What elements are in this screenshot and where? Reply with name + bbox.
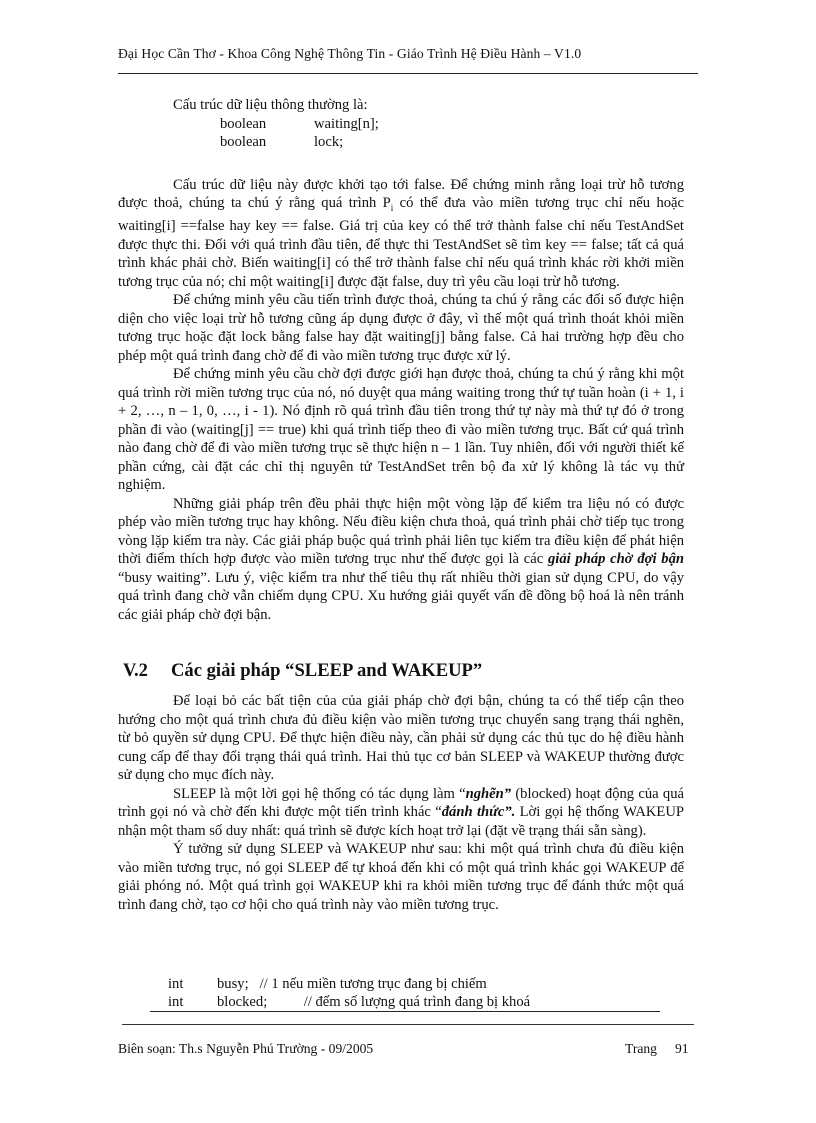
body-section-2 (118, 692, 684, 914)
declaration-blocked (168, 994, 530, 1011)
paragraph-sleep-wakeup-intro: Để loại bỏ các bất tiện của của giải pháp chờ đợi bận, chúng ta có thể tiếp cận theo hướng cho một quá trình chưa đủ điều kiện vào miền tương trục chuyển sang trạng thái nghẽn, từ bỏ quyền sử dụng CPU. Để thực hiện điều này, cần phải sử dụng các thủ tục do hệ điều hành cung cấp để thay đổi trạng thái quá trình. Hai thủ tục cơ bản SLEEP và WAKEUP thường được sử dụng cho mục đích này. (118, 693, 684, 783)
paragraph-sleep-definition: SLEEP là một lời gọi hệ thống có tác dụng làm “nghẽn” (blocked) hoạt động của quá trình gọi nó và chờ đến khi được một tiến trình khác “đánh thức”. Lời gọi hệ thống WAKEUP nhận một tham số duy nhất: quá trình sẽ được kích hoạt trở lại (đặt về trạng thái sẵn sàng). (118, 785, 684, 839)
intro-label: Cấu trúc dữ liệu thông thường là: (173, 97, 368, 113)
code-line-lock (118, 133, 684, 152)
decl-type: int (168, 976, 184, 992)
page-label: Trang (625, 1041, 657, 1056)
footer-page (625, 1041, 689, 1057)
code-line-waiting (118, 115, 684, 134)
section-heading (123, 660, 683, 682)
decl-rest: busy; // 1 nếu miền tương trục đang bị chiếm (217, 976, 487, 992)
section-number: V.2 (123, 660, 148, 681)
decl-rest: blocked; // đếm số lượng quá trình đang bị khoá (217, 994, 531, 1010)
paragraph-progress: Để chứng minh yêu cầu tiến trình được thoả, chúng ta chú ý rằng các đối số được hiện diện cho việc loại trừ hỗ tương cũng áp dụng được ở đây, vì thế một quá trình thoát khỏi miền tương trục hoặc đặt lock bằng false hay đặt waiting[j] bằng false. Cả hai trường hợp đều cho phép một quá trình đang chờ để đi vào miền tương trục được xử lý. (118, 292, 684, 364)
page-number: 91 (674, 1041, 689, 1056)
emphasis-busy-waiting: giải pháp chờ đợi bận (547, 551, 684, 568)
emphasis-blocked: nghẽn” (465, 785, 512, 802)
spacer (118, 152, 684, 176)
decl-type: int (168, 994, 184, 1010)
code-name: lock; (314, 134, 344, 150)
header-divider (118, 73, 698, 74)
emphasis-wake: đánh thức”. (441, 804, 516, 820)
code-type: boolean (220, 134, 267, 150)
paragraph-idea: Ý tưởng sử dụng SLEEP và WAKEUP như sau: khi một quá trình chưa đủ điều kiện vào miền tương trục, nó gọi SLEEP để tự khoá đến khi có một quá trình khác gọi WAKEUP để giải phóng nó. Một quá trình gọi WAKEUP khi ra khỏi miền tương trục để đánh thức một quá trình đang chờ, tạo cơ hội cho quá trình này vào miền tương trục. (118, 841, 684, 913)
declaration-busy (168, 976, 487, 993)
page-header: Đại Học Cần Thơ - Khoa Công Nghệ Thông Tin - Giáo Trình Hệ Điều Hành – V1.0 (118, 46, 582, 61)
code-name: waiting[n]; (314, 115, 379, 132)
footer-divider (122, 1024, 694, 1025)
footer-author: Biên soạn: Th.s Nguyễn Phú Trường - 09/2005 (118, 1041, 374, 1056)
paragraph-mutual-exclusion: Cấu trúc dữ liệu này được khởi tạo tới false. Để chứng minh rằng loại trừ hỗ tương được thoả, chúng ta chú ý rằng quá trình $P_i$ có thể đưa vào miền tương trục chỉ nếu hoặc waiting[i] ==false hay key == false. Giá trị của key có thể trở thành false chỉ nếu TestAndSet được thực thi. Đối với quá trình đầu tiên, để thực thi TestAndSet sẽ tìm key == false; tất cả quá trình khác phải chờ. Biến waiting[i] có thể trở thành false chỉ nếu quá trình khác rời khởi miền tương trục của nó; chỉ một waiting[i] được đặt false, duy trì yêu cầu loại trừ hỗ tương. (118, 176, 685, 290)
code-underline (150, 1011, 660, 1012)
body-section-1 (118, 96, 684, 624)
code-type: boolean (220, 115, 267, 132)
paragraph-busy-waiting: Những giải pháp trên đều phải thực hiện một vòng lặp để kiểm tra liệu nó có được phép vào miền tương trục hay không. Nếu điều kiện chưa thoả, quá trình phải chờ tiếp tục trong vòng lặp kiểm tra này. Các giải pháp buộc quá trình phải liên tục kiểm tra điều kiện để phát hiện thời điểm thích hợp được vào miền tương trục như thế được gọi là các giải pháp chờ đợi bận “busy waiting”. Lưu ý, việc kiểm tra như thế tiêu thụ rất nhiều thời gian sử dụng CPU, do vậy quá trình đang chờ vẫn chiếm dụng CPU. Xu hướng giải quyết vấn đề đồng bộ hoá là nên tránh các giải pháp chờ đợi bận. (118, 495, 684, 623)
paragraph-bounded-waiting: Để chứng minh yêu cầu chờ đợi được giới hạn được thoả, chúng ta chú ý rằng khi một quá trình rời miền tương trục của nó, nó duyệt qua mảng waiting trong thứ tự tuần hoàn (i + 1, i + 2, …, n – 1, 0, …, i - 1). Nó định rõ quá trình đầu tiên trong thứ tự này mà thứ tự đó ở trong phần đi vào (waiting[j] == true) khi quá trình tiếp theo đi vào miền tương trục. Bất cứ quá trình nào đang chờ để đi vào miền tương trục sẽ thực hiện n – 1 lần. Tuy nhiên, đối với người thiết kế phần cứng, cài đặt các chỉ thị nguyên tử TestAndSet trên bộ đa xử lý không là tác vụ thử nghiệm. (118, 366, 684, 494)
section-title: Các giải pháp “SLEEP and WAKEUP” (171, 660, 483, 681)
